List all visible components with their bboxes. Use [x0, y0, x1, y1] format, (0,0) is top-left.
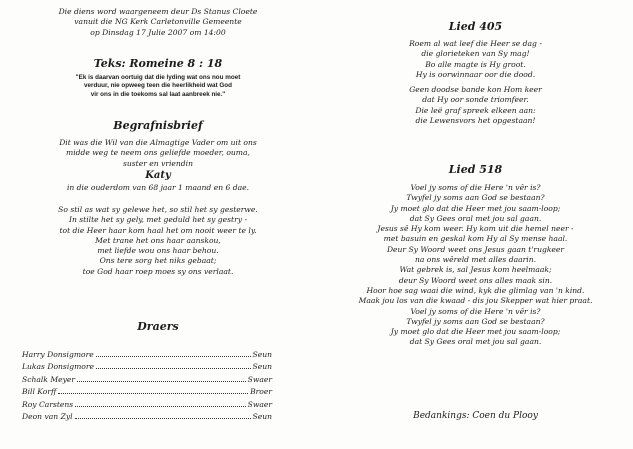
- lied518-line: Hoor hoe sag waai die wind, kyk die glimlag van 'n kind.: [366, 285, 585, 295]
- teks-quote-line-3: vir ons in die toekoms sal laat aanbreek nie.": [90, 90, 226, 98]
- pallbearer-row: [22, 362, 272, 374]
- lied518-line: na ons wêreld met alles daarin.: [414, 255, 537, 265]
- begrafnisbrief-line-3: suster en vriendin: [123, 158, 193, 168]
- lied518-text: [318, 183, 633, 348]
- lied518-line: Deur Sy Woord weet ons Jesus gaan t'rugkeer: [386, 244, 565, 254]
- intro-line-1: Die diens word waargeneem deur Ds Stanus Cloete: [58, 7, 258, 16]
- lied405-heading: Lied 405: [448, 20, 503, 33]
- draers-heading: Draers: [137, 320, 179, 333]
- lied518-heading: Lied 518: [448, 163, 503, 176]
- pallbearer-name: Harry Donsigmore: [22, 350, 94, 359]
- dotted-leader: [77, 381, 246, 382]
- poem-line-1: So stil as wat sy gelewe het, so stil het sy gesterwe.: [58, 205, 258, 214]
- lied518-line: Twyfel jy soms aan God se bestaan?: [406, 316, 545, 326]
- poem-line-3: tot die Heer haar kom haal het om nooit weer te ly.: [59, 225, 257, 235]
- lied518-line: Jy moet glo dat die Heer met jou saam-loop;: [390, 327, 561, 337]
- teks-quote-line-1: "Ek is daarvan oortuig dat die lyding wat ons nou moet: [75, 74, 241, 81]
- poem-line-5: met liefde wou ons haar behou.: [97, 246, 219, 256]
- begrafnisbrief-line-2: midde weg te neem ons geliefde moeder, ouma,: [66, 148, 250, 158]
- lied405-line: die glorieteken van Sy mag!: [421, 49, 530, 59]
- pallbearer-name: Lukas Donsigmore: [22, 362, 95, 372]
- lied518-line: dat Sy Gees oral met jou sal gaan.: [409, 213, 542, 223]
- intro-line-2: vanuit die NG Kerk Carletonville Gemeente: [74, 17, 242, 27]
- lied518-line: Voel jy soms of die Here 'n vêr is?: [410, 183, 541, 192]
- lied405-text: [318, 39, 633, 126]
- memorial-poem: [0, 205, 316, 277]
- lied518-line: Jesus sê Hy kom weer. Hy kom uit die hemel neer -: [377, 224, 574, 234]
- lied518-line: dat Sy Gees oral met jou sal gaan.: [409, 337, 542, 347]
- pallbearer-relation: Seun: [252, 362, 272, 372]
- pallbearer-relation: Seun: [252, 350, 272, 359]
- lied518-line: Maak jou los van die kwaad - dis jou Skepper wat hier praat.: [358, 296, 593, 306]
- pallbearer-relation: Broer: [250, 387, 272, 397]
- acknowledgements: Bedankings: Coen du Plooy: [413, 411, 538, 421]
- dotted-leader: [96, 356, 251, 357]
- lied518-line: deur Sy Woord weet ons alles maak sin.: [398, 275, 553, 285]
- age-line: in die ouderdom van 68 jaar 1 maand en 6 dae.: [66, 183, 250, 192]
- dotted-leader: [96, 368, 251, 369]
- poem-line-6: Ons tere sorg het niks gebaat;: [99, 256, 217, 266]
- pallbearer-row: [22, 375, 272, 387]
- lied518-line: Jy moet glo dat die Heer met jou saam-loop;: [390, 203, 561, 213]
- lied405-line: Bo alle magte is Hy groot.: [425, 59, 526, 69]
- lied405-line: Die leë graf spreek elkeen aan:: [415, 105, 536, 115]
- pallbearer-name: Deon van Zyl: [22, 411, 73, 421]
- pallbearer-row: [22, 412, 272, 424]
- teks-quote-line-2: verduur, nie opweeg teen die heerlikheid wat God: [83, 82, 232, 90]
- lied405-line: Geen doodse bande kon Hom keer: [409, 85, 542, 95]
- poem-line-2: In stilte het sy gely, met geduld het sy gestry -: [68, 215, 248, 225]
- pallbearers-list: [22, 350, 272, 424]
- lied518-line: Twyfel jy soms aan God se bestaan?: [406, 193, 545, 203]
- pallbearer-row: [22, 387, 272, 399]
- poem-line-7: toe God haar roep moes sy ons verlaat.: [82, 266, 234, 276]
- pallbearer-relation: Seun: [252, 411, 272, 421]
- lied405-line: dat Hy oor sonde triomfeer.: [422, 95, 529, 105]
- pallbearer-row: [22, 400, 272, 412]
- teks-heading: Teks: Romeine 8 : 18: [93, 57, 223, 70]
- lied405-line: die Lewensvors het opgestaan!: [415, 116, 536, 126]
- poem-line-4: Met trane het ons haar aanskou,: [95, 235, 221, 245]
- lied518-line: Wat gebrek is, sal Jesus kom heelmaak;: [399, 265, 552, 275]
- pallbearer-name: Bill Korff: [22, 387, 57, 397]
- deceased-name: Katy: [145, 170, 171, 181]
- lied518-line: Voel jy soms of die Here 'n vêr is?: [410, 306, 541, 316]
- pallbearer-relation: Swaer: [247, 399, 272, 409]
- begrafnisbrief-line-1: Dit was die Wil van die Almagtige Vader om uit ons: [59, 138, 257, 147]
- dotted-leader: [58, 393, 248, 394]
- service-intro: [0, 7, 316, 38]
- pallbearer-name: Schalk Meyer: [22, 374, 76, 384]
- pallbearer-name: Roy Carstens: [22, 399, 74, 409]
- teks-quote: [0, 74, 316, 99]
- dotted-leader: [75, 418, 251, 419]
- lied518-line: met basuin en geskal kom Hy al Sy mense haal.: [383, 234, 568, 244]
- lied405-line: Roem al wat leef die Heer se dag -: [409, 39, 542, 48]
- intro-line-3: op Dinsdag 17 Julie 2007 om 14:00: [90, 27, 226, 37]
- pallbearer-relation: Swaer: [247, 374, 272, 384]
- lied405-line: Hy is oorwinnaar oor die dood.: [415, 69, 536, 79]
- pallbearer-row: [22, 350, 272, 362]
- begrafnisbrief-heading: Begrafnisbrief: [113, 119, 203, 132]
- begrafnisbrief-text: [0, 138, 316, 169]
- dotted-leader: [75, 406, 245, 407]
